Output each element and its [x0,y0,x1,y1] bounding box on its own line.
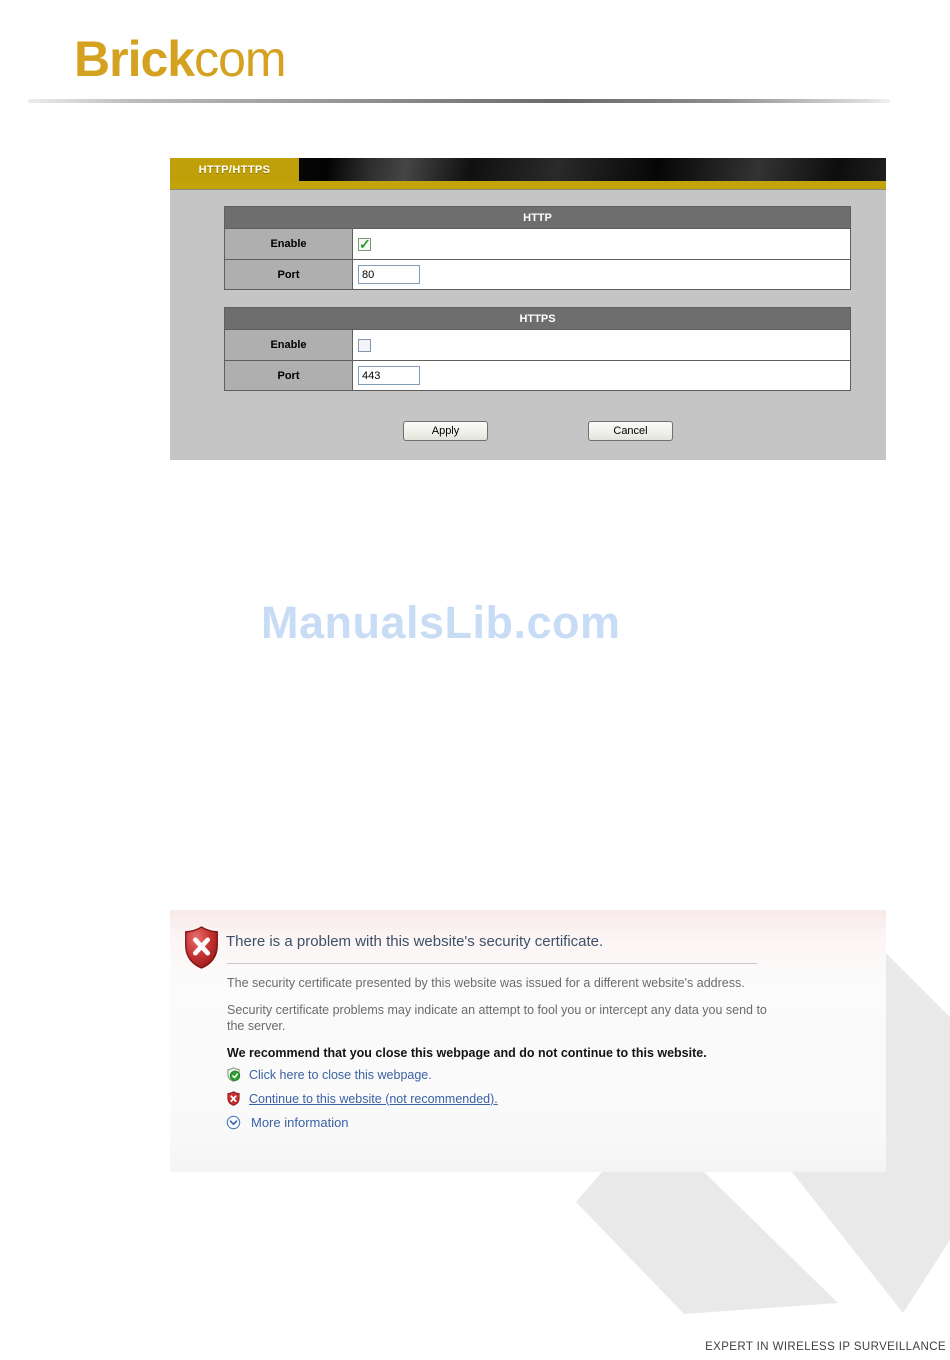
http-enable-label: Enable [225,229,353,260]
certificate-paragraph: The security certificate presented by this website was issued for a different website's address. [227,976,745,990]
tab-http-https[interactable]: HTTP/HTTPS [170,158,299,181]
http-settings-table [224,206,851,290]
close-webpage-label: Click here to close this webpage. [249,1067,432,1082]
manualslib-watermark: ManualsLib.com [261,597,621,648]
https-settings-table [224,307,851,391]
button-row [170,421,886,442]
http-enable-checkbox[interactable] [358,238,371,251]
certificate-warning-panel [170,910,886,1172]
table-row [225,260,851,290]
continue-website-link[interactable] [226,1091,498,1106]
more-information-link[interactable] [226,1115,349,1130]
security-alert-shield-icon [183,926,220,969]
shield-check-icon [226,1067,241,1082]
certificate-warning-title: There is a problem with this website's security certificate. [226,933,604,950]
title-divider [227,963,757,964]
close-webpage-link[interactable] [226,1067,432,1082]
certificate-paragraph: Security certificate problems may indicate an attempt to fool you or intercept any data you send to the server. [227,1003,767,1033]
https-port-input[interactable] [358,366,420,385]
more-information-label: More information [251,1115,349,1130]
continue-website-label: Continue to this website (not recommended). [249,1091,498,1106]
shield-x-icon [226,1091,241,1106]
https-section-header: HTTPS [225,308,851,330]
https-enable-label: Enable [225,330,353,361]
table-row [225,361,851,391]
certificate-recommendation: We recommend that you close this webpage and do not continue to this website. [227,1046,707,1060]
logo-text-bold: Brick [74,31,195,87]
table-row [225,330,851,361]
http-section-header: HTTP [225,207,851,229]
http-port-label: Port [225,260,353,290]
http-port-input[interactable] [358,265,420,284]
table-row [225,229,851,260]
logo-text-light: com [194,31,286,87]
gold-stripe [170,181,886,190]
settings-tab-bar [170,158,886,181]
https-port-label: Port [225,361,353,391]
cancel-button[interactable]: Cancel [588,421,673,441]
http-https-settings-panel [170,158,886,460]
footer-tagline: EXPERT IN WIRELESS IP SURVEILLANCE [705,1341,946,1353]
https-enable-checkbox[interactable] [358,339,371,352]
expand-down-icon [226,1115,241,1130]
apply-button[interactable]: Apply [403,421,488,441]
